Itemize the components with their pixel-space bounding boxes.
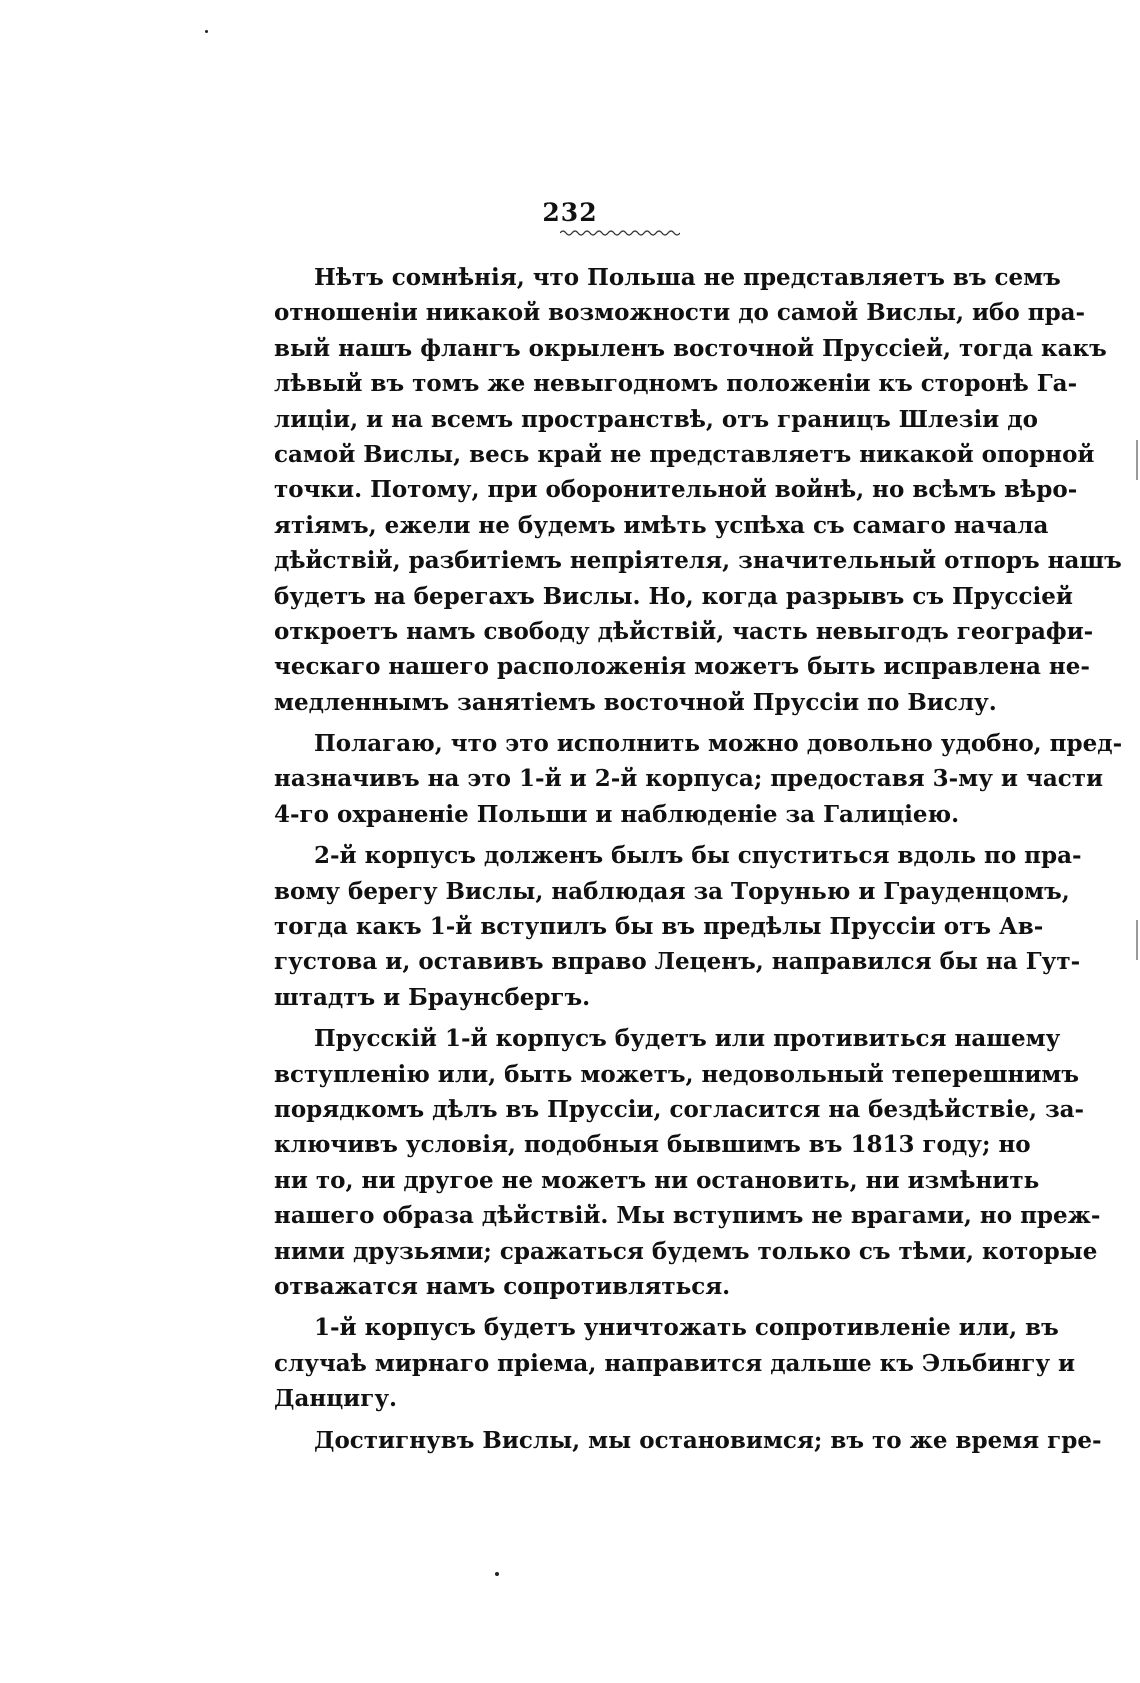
scan-speck xyxy=(495,1572,499,1576)
text-line: ключивъ условія, подобныя бывшимъ въ 1813 году; но xyxy=(274,1131,1031,1159)
text-line: вый нашъ флангъ окрыленъ восточной Пруссіей, тогда какъ xyxy=(274,334,1107,362)
text-line: отношеніи никакой возможности до самой Вислы, ибо пра- xyxy=(274,299,1086,327)
text-line: вому берегу Вислы, наблюдая за Торунью и Грауденцомъ, xyxy=(274,877,1070,905)
text-line: Нѣтъ сомнѣнія, что Польша не представляетъ въ семъ xyxy=(314,264,1061,291)
paragraph-6 xyxy=(274,1423,1102,1458)
text-line: 2-й корпусъ долженъ былъ бы спуститься вдоль по пра- xyxy=(314,842,1082,870)
wavy-rule-ornament xyxy=(560,228,680,238)
text-line: ятіямъ, ежели не будемъ имѣть успѣха съ самаго начала xyxy=(274,511,1049,539)
page-number: 232 xyxy=(542,198,598,227)
text-line: лѣвый въ томъ же невыгодномъ положеніи къ сторонѣ Га- xyxy=(274,370,1078,398)
text-line: Прусскій 1-й корпусъ будетъ или противиться нашему xyxy=(314,1025,1061,1053)
text-line: тогда какъ 1-й вступилъ бы въ предѣлы Пруссіи отъ Ав- xyxy=(274,913,1044,941)
text-line: ними друзьями; сражаться будемъ только съ тѣми, которые xyxy=(274,1237,1098,1265)
paragraph-4 xyxy=(274,1021,1101,1304)
paragraph-1 xyxy=(274,260,1122,720)
text-line: 4-го охраненіе Польши и наблюденіе за Галиціею. xyxy=(274,800,960,828)
text-line: Полагаю, что это исполнить можно довольно удобно, пред- xyxy=(314,730,1123,758)
text-line: самой Вислы, весь край не представляетъ никакой опорной xyxy=(274,440,1095,468)
text-line: нашего образа дѣйствій. Мы вступимъ не врагами, но преж- xyxy=(274,1202,1101,1230)
scan-speck xyxy=(1136,440,1138,480)
body-text xyxy=(274,260,1123,1458)
paragraph-2 xyxy=(274,726,1123,832)
text-line: будетъ на берегахъ Вислы. Но, когда разрывъ съ Пруссіей xyxy=(274,582,1073,610)
paragraph-3 xyxy=(274,838,1082,1015)
text-line: Достигнувъ Вислы, мы остановимся; въ то же время гре- xyxy=(314,1426,1102,1454)
text-line: назначивъ на это 1-й и 2-й корпуса; предоставя 3-му и части xyxy=(274,765,1104,793)
scan-speck xyxy=(1136,920,1138,960)
text-line: вступленію или, быть можетъ, недовольный теперешнимъ xyxy=(274,1060,1080,1088)
text-line: дѣйствій, разбитіемъ непріятеля, значительный отпоръ нашъ xyxy=(274,547,1122,575)
text-line: откроетъ намъ свободу дѣйствій, часть невыгодъ географи- xyxy=(274,617,1094,645)
text-line: густова и, оставивъ вправо Леценъ, направился бы на Гут- xyxy=(274,948,1081,976)
text-line: точки. Потому, при оборонительной войнѣ, но всѣмъ вѣро- xyxy=(274,476,1078,504)
text-line: медленнымъ занятіемъ восточной Пруссіи по Вислу. xyxy=(274,688,997,716)
text-line: Данцигу. xyxy=(274,1385,398,1413)
text-line: штадтъ и Браунсбергъ. xyxy=(274,983,591,1011)
text-line: ческаго нашего расположенія можетъ быть исправлена не- xyxy=(274,653,1090,681)
text-line: порядкомъ дѣлъ въ Пруссіи, согласится на бездѣйствіе, за- xyxy=(274,1095,1085,1123)
text-line: отважатся намъ сопротивляться. xyxy=(274,1272,731,1300)
paragraph-5 xyxy=(274,1310,1076,1416)
scan-speck xyxy=(205,30,208,33)
text-line: 1-й корпусъ будетъ уничтожать сопротивленіе или, въ xyxy=(314,1314,1059,1342)
text-line: ни то, ни другое не можетъ ни остановить, ни измѣнить xyxy=(274,1166,1040,1194)
text-line: лиціи, и на всемъ пространствѣ, отъ границъ Шлезіи до xyxy=(274,405,1038,433)
text-line: случаѣ мирнаго пріема, направится дальше къ Эльбингу и xyxy=(274,1349,1076,1377)
